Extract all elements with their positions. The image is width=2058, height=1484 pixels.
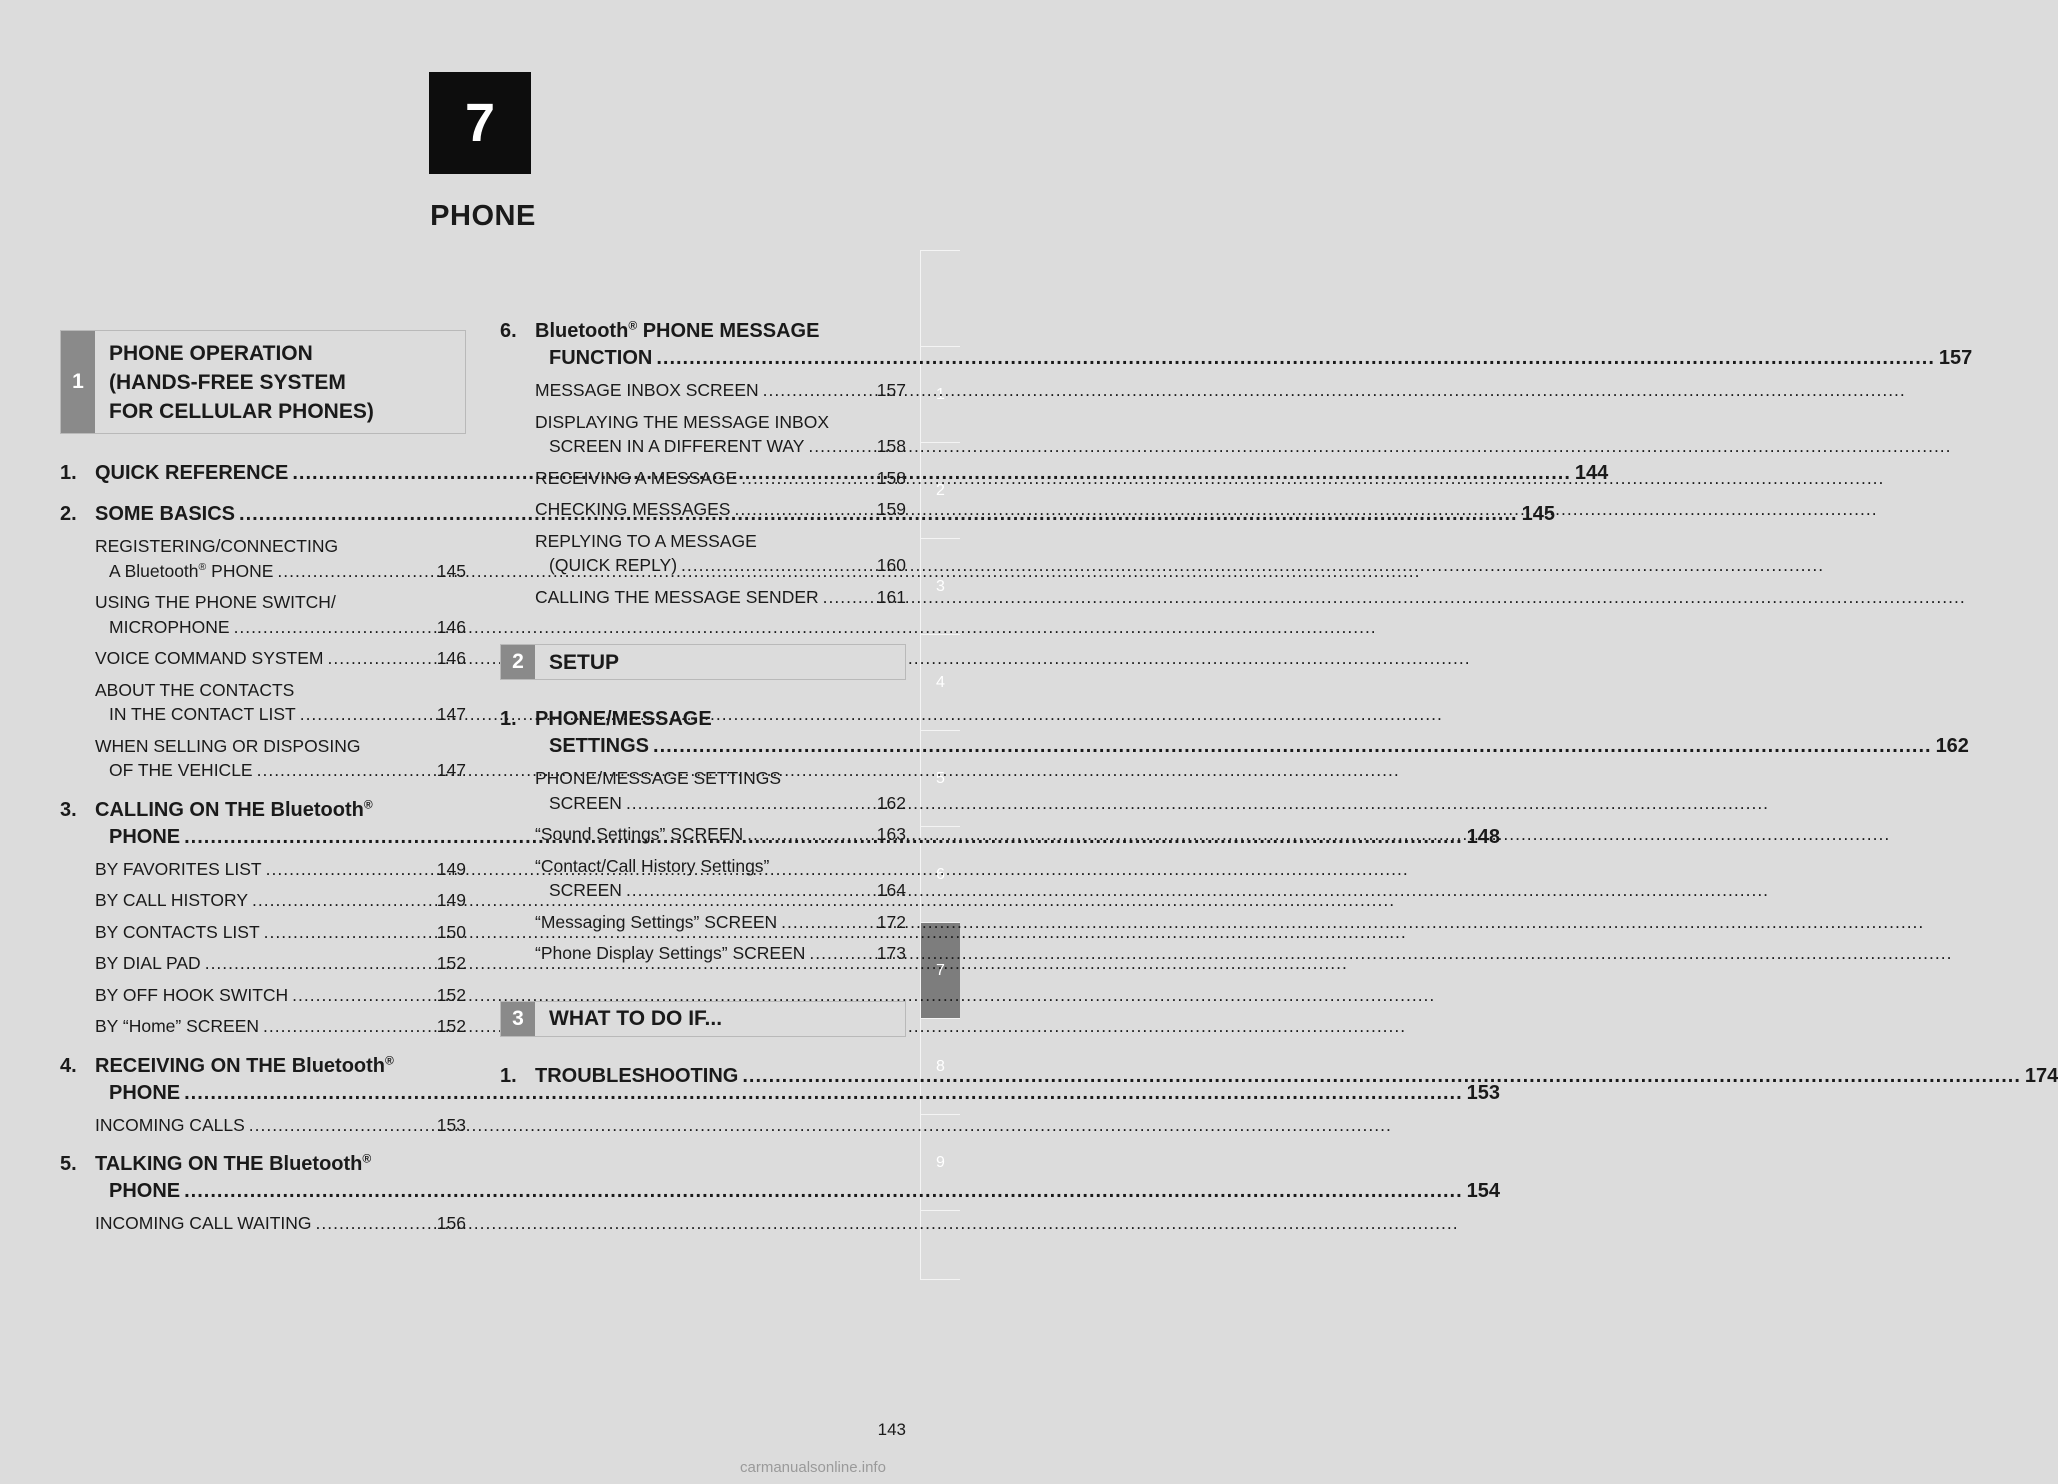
- toc-subentry-page: 156: [436, 1213, 466, 1233]
- section-number: 3: [501, 1002, 535, 1036]
- toc-entry-title-line: [535, 1063, 2058, 1090]
- toc-entry-title-line2: [60, 1178, 1500, 1205]
- toc-subentry-title: CHECKING MESSAGES: [535, 499, 731, 519]
- chapter-tab-3[interactable]: 3: [920, 538, 960, 634]
- toc-subentry[interactable]: [535, 941, 906, 966]
- toc-subentry-line2: [535, 791, 906, 816]
- dot-leader: [734, 497, 872, 522]
- dot-leader: [681, 553, 873, 578]
- toc-entry-page: 144: [1574, 462, 1609, 484]
- dot-leader: [808, 434, 872, 459]
- toc-subentry-title: “Contact/Call History Settings”: [535, 855, 770, 876]
- section-header-1: [60, 330, 466, 434]
- toc-entry-title: CALLING ON THE Bluetooth®: [95, 796, 373, 821]
- toc-subentry[interactable]: [95, 857, 466, 882]
- toc-subentry[interactable]: [95, 646, 466, 671]
- dot-leader: [205, 951, 433, 976]
- toc-subentries: [500, 378, 906, 609]
- toc-entry-title: TROUBLESHOOTING: [535, 1064, 739, 1087]
- toc-subentry-title: ABOUT THE CONTACTS: [95, 679, 295, 700]
- toc-subentry[interactable]: [535, 585, 906, 610]
- toc-subentry-title: INCOMING CALLS: [95, 1114, 245, 1135]
- toc-subentry-line1: [535, 529, 906, 554]
- toc-entry-heading-cont: [60, 1080, 1501, 1107]
- dot-leader: [266, 857, 433, 882]
- dot-leader: [234, 615, 433, 640]
- toc-subentry-line2: [535, 553, 906, 578]
- toc-subentry[interactable]: [535, 766, 906, 815]
- section-title: WHAT TO DO IF...: [549, 1007, 723, 1030]
- chapter-tab-blank[interactable]: [920, 250, 960, 346]
- toc-entry-page: 148: [1466, 825, 1501, 848]
- toc-entry-title-cont: PHONE: [109, 1081, 181, 1104]
- toc-entry-heading[interactable]: [500, 318, 906, 345]
- toc-subentry-line2: [95, 615, 466, 640]
- toc-subentry-page: 153: [436, 1114, 466, 1135]
- toc-subentry-line2: [95, 559, 466, 584]
- toc-subentry[interactable]: [95, 534, 466, 583]
- toc-entry-heading-cont: [500, 733, 1969, 760]
- toc-entry-page: 162: [1935, 735, 1969, 757]
- toc-subentry-line1: [95, 888, 466, 913]
- toc-subentry-title: BY CALL HISTORY: [95, 890, 249, 910]
- dot-leader: [626, 791, 873, 816]
- dot-leader: [292, 983, 433, 1008]
- toc-subentry-line1: [95, 1211, 466, 1236]
- chapter-tab-8[interactable]: 8: [920, 1018, 960, 1114]
- toc-subentry-page: 146: [436, 648, 466, 668]
- toc-subentries: [60, 1211, 466, 1236]
- toc-subentry-page: 149: [436, 858, 466, 879]
- toc-subentry[interactable]: [535, 410, 906, 459]
- toc-subentry-line1: [95, 920, 466, 945]
- toc-entry-title-cont: FUNCTION: [549, 347, 653, 369]
- toc-subentry-page: 147: [436, 704, 466, 724]
- toc-entry-title-line: [95, 1053, 466, 1080]
- toc-subentry-line1: [95, 646, 466, 671]
- toc-entry-title-line: [535, 706, 906, 733]
- toc-subentry-line2: [95, 702, 466, 727]
- toc-entry-number: 2.: [60, 503, 77, 525]
- toc-subentry[interactable]: [95, 1211, 466, 1236]
- toc-entry-title: RECEIVING ON THE Bluetooth®: [95, 1052, 394, 1077]
- dot-leader: [809, 941, 872, 966]
- toc-entry-number: 6.: [500, 320, 517, 342]
- toc-subentry-title: RECEIVING A MESSAGE: [535, 467, 738, 488]
- toc-subentry-page: 152: [436, 984, 466, 1005]
- toc-subentry-page: 150: [436, 921, 466, 942]
- toc-entry-number: 5.: [60, 1153, 77, 1175]
- toc-entry-title: QUICK REFERENCE: [95, 462, 289, 484]
- toc-subentry-line1: [95, 590, 466, 615]
- toc-entry-number: 1.: [500, 708, 517, 730]
- chapter-tab-1[interactable]: 1: [920, 346, 960, 442]
- toc-entry-title: SOME BASICS: [95, 503, 236, 525]
- chapter-tab-6[interactable]: 6: [920, 826, 960, 922]
- toc-subentry-title: CALLING THE MESSAGE SENDER: [535, 586, 819, 607]
- toc-subentry-line1: [95, 951, 466, 976]
- toc-subentry-page: 146: [436, 616, 466, 637]
- toc-subentry-line2: [535, 434, 906, 459]
- toc-subentry-title: VOICE COMMAND SYSTEM: [95, 648, 324, 668]
- dot-leader: [742, 1063, 2021, 1090]
- toc-subentry-page: 152: [436, 1016, 466, 1036]
- dot-leader: [823, 585, 873, 610]
- toc-subentry[interactable]: [535, 822, 906, 847]
- toc-subentry[interactable]: [535, 378, 906, 403]
- toc-subentry-title: MESSAGE INBOX SCREEN: [535, 380, 759, 400]
- toc-subentry[interactable]: [95, 951, 466, 976]
- toc-subentry[interactable]: [535, 497, 906, 522]
- toc-subentry[interactable]: [95, 1113, 466, 1138]
- toc-subentry-page: 172: [876, 911, 906, 932]
- page-number: 143: [877, 1420, 906, 1439]
- toc-subentry-title: “Sound Settings” SCREEN: [535, 824, 744, 844]
- toc-subentry-page: 164: [876, 880, 906, 900]
- dot-leader: [626, 878, 873, 903]
- toc-entry[interactable]: [60, 1151, 1501, 1236]
- toc-subentry-line1: [535, 910, 906, 935]
- toc-subentry-title: “Phone Display Settings” SCREEN: [535, 943, 806, 963]
- toc-entry-heading[interactable]: [60, 797, 466, 824]
- dot-leader: [328, 646, 433, 671]
- toc-entry-page: 153: [1466, 1081, 1501, 1104]
- toc-subentry-title-cont: IN THE CONTACT LIST: [109, 704, 296, 724]
- toc-subentry-title-cont: SCREEN: [549, 792, 622, 813]
- toc-subentry[interactable]: [535, 910, 906, 935]
- toc-subentry-title: PHONE/MESSAGE SETTINGS: [535, 768, 782, 788]
- toc-subentry-line1: [535, 497, 906, 522]
- toc-subentry-page: 159: [876, 499, 906, 519]
- section-spacer: [500, 616, 906, 644]
- chapter-tab-7[interactable]: 7: [920, 922, 960, 1018]
- dot-leader: [656, 345, 1935, 372]
- dot-leader: [741, 466, 873, 491]
- toc-subentry-page: 145: [436, 560, 466, 581]
- dot-leader: [763, 378, 873, 403]
- section-title: SETUP: [549, 650, 620, 674]
- toc-entry-heading[interactable]: [500, 1063, 2058, 1090]
- toc-entry-title: TALKING ON THE Bluetooth®: [95, 1151, 372, 1175]
- toc-subentry[interactable]: [95, 678, 466, 727]
- section-number: 2: [501, 645, 535, 679]
- toc-entry-number: 4.: [60, 1054, 77, 1077]
- watermark: carmanualsonline.info: [740, 1459, 886, 1476]
- toc-subentry-line1: [535, 410, 906, 435]
- toc-entry-number: 1.: [60, 462, 77, 484]
- toc-subentry-line1: [535, 378, 906, 403]
- toc-subentry-page: 158: [876, 467, 906, 488]
- dot-leader: [781, 910, 873, 935]
- toc-subentry-title-cont: SCREEN: [549, 880, 622, 900]
- toc-subentry-title-cont: MICROPHONE: [109, 616, 230, 637]
- dot-leader: [184, 1178, 1463, 1205]
- toc-entry-title-line: [535, 318, 906, 345]
- chapter-number: 7: [464, 93, 496, 153]
- toc-subentry-line1: [95, 1014, 466, 1039]
- toc-entry-title: Bluetooth® PHONE MESSAGE: [535, 318, 820, 342]
- toc-subentry-line2: [95, 758, 466, 783]
- toc-subentry-title-cont: SCREEN IN A DIFFERENT WAY: [549, 436, 805, 456]
- chapter-tab-2[interactable]: 2: [920, 442, 960, 538]
- toc-subentry[interactable]: [535, 854, 906, 903]
- toc-subentry[interactable]: [95, 983, 466, 1008]
- dot-leader: [300, 702, 433, 727]
- toc-subentry-line1: [95, 534, 466, 559]
- toc-subentry-page: 152: [436, 953, 466, 973]
- chapter-number-box: [429, 72, 531, 174]
- dot-leader: [249, 1113, 433, 1138]
- toc-subentry-line1: [95, 1113, 466, 1138]
- section-header-2: [500, 644, 906, 680]
- toc-subentry-page: 158: [876, 436, 906, 456]
- toc-subentry-line1: [95, 734, 466, 759]
- toc-subentry-title: USING THE PHONE SWITCH/: [95, 592, 336, 612]
- dot-leader: [252, 888, 433, 913]
- dot-leader: [747, 822, 873, 847]
- toc-entry-title-cont: SETTINGS: [549, 735, 650, 757]
- toc-entry-heading-cont: [60, 1178, 1501, 1205]
- toc-subentry-page: 173: [876, 943, 906, 963]
- toc-entry-heading-cont: [500, 345, 1973, 372]
- toc-subentry-page: 149: [436, 890, 466, 910]
- toc-subentry-page: 160: [876, 555, 906, 575]
- chapter-tab-4[interactable]: 4: [920, 634, 960, 730]
- toc-subentry-title: BY FAVORITES LIST: [95, 858, 262, 879]
- toc-subentry-line1: [535, 941, 906, 966]
- section-title: PHONE OPERATION (HANDS-FREE SYSTEM FOR CELLULAR PHONES): [109, 341, 374, 423]
- toc-entry-title-line: [95, 797, 466, 824]
- toc-entry-title-line2: [500, 345, 1972, 372]
- toc-subentries: [500, 766, 906, 966]
- toc-entry-page: 157: [1938, 347, 1973, 369]
- toc-subentry[interactable]: [95, 920, 466, 945]
- toc-subentry-line2: [535, 878, 906, 903]
- toc-subentry-title: BY CONTACTS LIST: [95, 921, 260, 942]
- toc-subentries: [60, 534, 466, 783]
- toc-entry-page: 145: [1521, 503, 1555, 525]
- dot-leader: [277, 559, 432, 584]
- toc-subentry[interactable]: [95, 888, 466, 913]
- toc-subentry-title: “Messaging Settings” SCREEN: [535, 911, 778, 932]
- toc-subentry[interactable]: [535, 529, 906, 578]
- toc-entry[interactable]: [500, 1063, 2058, 1090]
- toc-subentry-page: 147: [436, 760, 466, 780]
- toc-entry-title: PHONE/MESSAGE: [535, 708, 712, 730]
- toc-entry-title-line2: [500, 733, 1969, 760]
- dot-leader: [264, 920, 433, 945]
- toc-subentry-title: WHEN SELLING OR DISPOSING: [95, 735, 361, 756]
- toc-entry-title-line: [95, 1151, 466, 1178]
- toc-subentry-title: REGISTERING/CONNECTING: [95, 536, 339, 556]
- toc-subentry-line1: [535, 822, 906, 847]
- toc-subentry-title-cont: OF THE VEHICLE: [109, 760, 253, 780]
- dot-leader: [257, 758, 433, 783]
- toc-entry-page: 154: [1466, 1180, 1501, 1202]
- chapter-tab-9[interactable]: 9: [920, 1114, 960, 1210]
- toc-subentry-line1: [95, 857, 466, 882]
- toc-subentry-title-cont: (QUICK REPLY): [549, 555, 678, 575]
- dot-leader: [653, 733, 1932, 760]
- toc-subentry-page: 162: [876, 792, 906, 813]
- toc-subentry-page: 157: [876, 380, 906, 400]
- toc-subentry[interactable]: [95, 734, 466, 783]
- toc-entry-heading[interactable]: [60, 1053, 466, 1080]
- toc-subentry-line1: [535, 766, 906, 791]
- toc-entry-number: 3.: [60, 798, 77, 821]
- toc-subentry-page: 161: [876, 586, 906, 607]
- toc-entry-number: 1.: [500, 1064, 517, 1087]
- toc-subentry-line1: [95, 678, 466, 703]
- toc-entry-heading[interactable]: [60, 1151, 466, 1178]
- toc-subentry[interactable]: [95, 1014, 466, 1039]
- dot-leader: [316, 1211, 433, 1236]
- toc-subentries: [60, 857, 466, 1039]
- toc-subentry-line1: [535, 466, 906, 491]
- toc-subentry-title: INCOMING CALL WAITING: [95, 1213, 312, 1233]
- toc-subentry-title-cont: A Bluetooth® PHONE: [109, 560, 274, 581]
- section-header-3: [500, 1001, 906, 1037]
- toc-subentry[interactable]: [535, 466, 906, 491]
- toc-subentry-line1: [535, 585, 906, 610]
- toc-subentry-title: BY DIAL PAD: [95, 953, 201, 973]
- toc-entry-title-cont: PHONE: [109, 1180, 181, 1202]
- chapter-title: PHONE: [430, 200, 536, 232]
- chapter-tab-5[interactable]: 5: [920, 730, 960, 826]
- section-spacer: [500, 973, 906, 1001]
- toc-entry-page: 174: [2024, 1064, 2058, 1087]
- section-number: 1: [61, 331, 95, 433]
- toc-subentry[interactable]: [95, 590, 466, 639]
- toc-subentry-title: BY “Home” SCREEN: [95, 1016, 260, 1036]
- toc-subentry-page: 163: [876, 824, 906, 844]
- toc-subentry-line1: [535, 854, 906, 879]
- toc-subentry-line1: [95, 983, 466, 1008]
- toc-subentries: [60, 1113, 466, 1138]
- toc-entry-heading[interactable]: [500, 706, 906, 733]
- toc-subentry-title: REPLYING TO A MESSAGE: [535, 530, 757, 551]
- dot-leader: [263, 1014, 433, 1039]
- toc-subentry-title: DISPLAYING THE MESSAGE INBOX: [535, 411, 830, 432]
- toc-entry-title-cont: PHONE: [109, 825, 181, 848]
- toc-subentry-title: BY OFF HOOK SWITCH: [95, 984, 289, 1005]
